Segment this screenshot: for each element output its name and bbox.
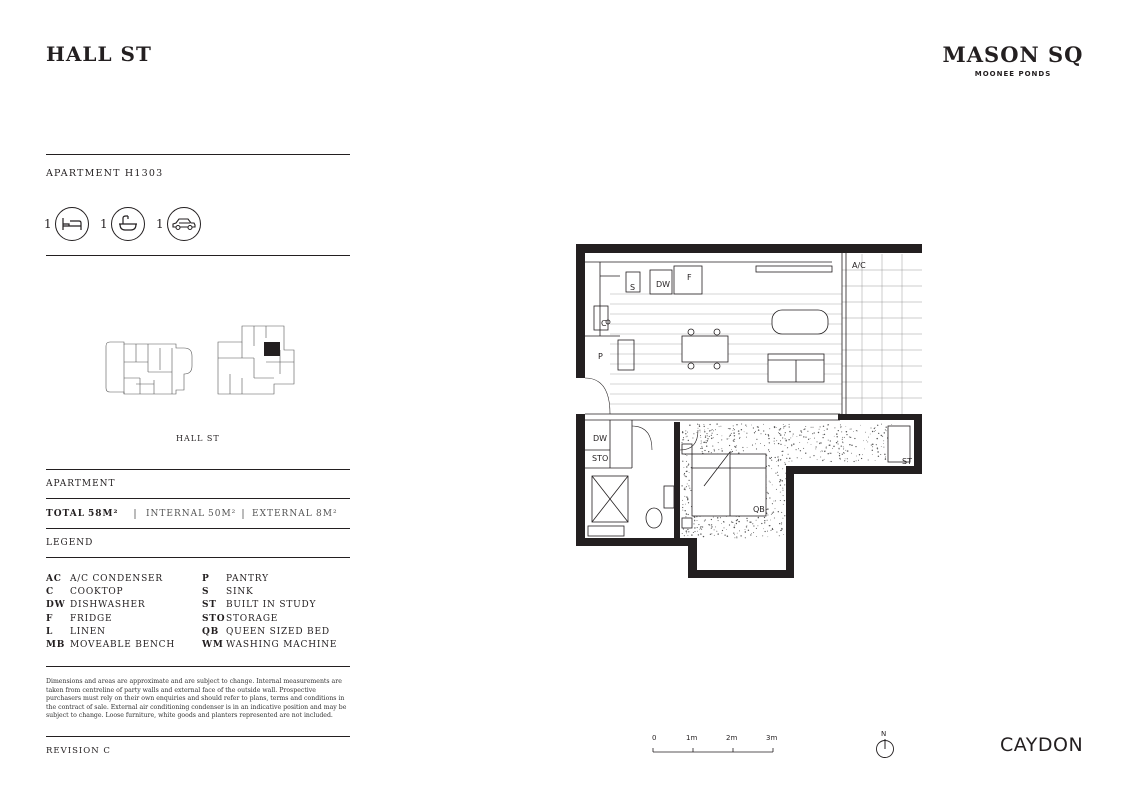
divider [46,736,350,737]
chair [688,329,694,335]
north-label: N [881,730,887,738]
car-count-value: 1 [156,217,164,231]
label-pantry: P [598,352,603,361]
legend-row: AC A/C CONDENSER P PANTRY [46,574,269,584]
divider [46,154,350,155]
scale-tick-label: 0 [652,734,657,742]
divider [46,528,350,529]
brand-subtitle: MOONEE PONDS [974,70,1052,78]
label-study: ST [902,457,912,466]
bedroom-count-value: 1 [44,217,52,231]
north-arrow-icon [875,729,895,761]
scale-tick-label: 1m [686,734,698,742]
brand-logo: MASON SQ [942,42,1084,67]
internal-label: INTERNAL [146,509,206,519]
label-ac: A/C [852,261,866,270]
disclaimer: Dimensions and areas are approximate and are subject to change. Internal measurements are taken from centreline of party walls and external face of the outside wall. Prospective purchasers must rely on their own enquiries and should refer to plans, terms and conditions in the contract of sale. External air conditioning condenser is in an indicative position and may be subject to change. Loose furniture, white goods and planters represented are not included. [46,678,347,720]
key-plan-highlight [264,342,280,356]
label-sink: S [630,283,636,292]
bathroom-count [100,207,145,241]
label-laundry-dw: DW [593,434,608,443]
scale-tick-label: 3m [766,734,778,742]
label-dishwasher: DW [656,280,671,289]
car-icon [167,207,201,241]
total-label: TOTAL [46,509,86,519]
total-value: 58M² [88,509,119,519]
internal-value: 50M² [208,509,237,519]
developer-logo: CAYDON [1000,734,1084,756]
label-fridge: F [687,273,692,282]
divider [46,666,350,667]
legend-section-label: LEGEND [46,538,94,548]
label-bed: QB [753,505,765,514]
floor-plan [570,236,930,582]
bedside [682,518,692,528]
legend-row: F FRIDGE STO STORAGE [46,613,279,624]
dining-table [682,336,728,362]
legend [46,573,337,652]
bed-icon [55,207,89,241]
balcony [842,254,922,414]
scale-tick-label: 2m [726,734,738,742]
key-plan-label: HALL ST [176,434,220,443]
vanity [664,486,674,508]
car-count [156,207,201,241]
chair [688,363,694,369]
building-title: HALL ST [46,42,152,66]
bathroom-count-value: 1 [100,217,108,231]
legend-row: MB MOVEABLE BENCH WM WASHING MACHINE [46,640,338,651]
legend-row: DW DISHWASHER ST BUILT IN STUDY [46,600,317,611]
chair [714,329,720,335]
chair [714,363,720,369]
bench [772,310,828,334]
legend-row: L LINEN QB QUEEN SIZED BED [46,626,330,637]
toilet [646,508,662,528]
divider [46,469,350,470]
scale-bar [650,732,780,758]
label-storage: STO [592,454,609,463]
bath-icon [111,207,145,241]
divider [46,498,350,499]
key-plan [104,322,300,398]
bedroom-count [44,207,89,241]
apartment-title: APARTMENT H1303 [46,168,164,179]
revision-label: REVISION C [46,746,111,756]
divider [46,557,350,558]
area-summary [46,509,338,519]
label-cooktop: C [601,319,607,328]
legend-row: C COOKTOP S SINK [46,587,254,598]
divider [46,255,350,256]
external-value: 8M² [316,509,338,519]
external-label: EXTERNAL [252,509,313,519]
area-section-label: APARTMENT [46,479,116,489]
